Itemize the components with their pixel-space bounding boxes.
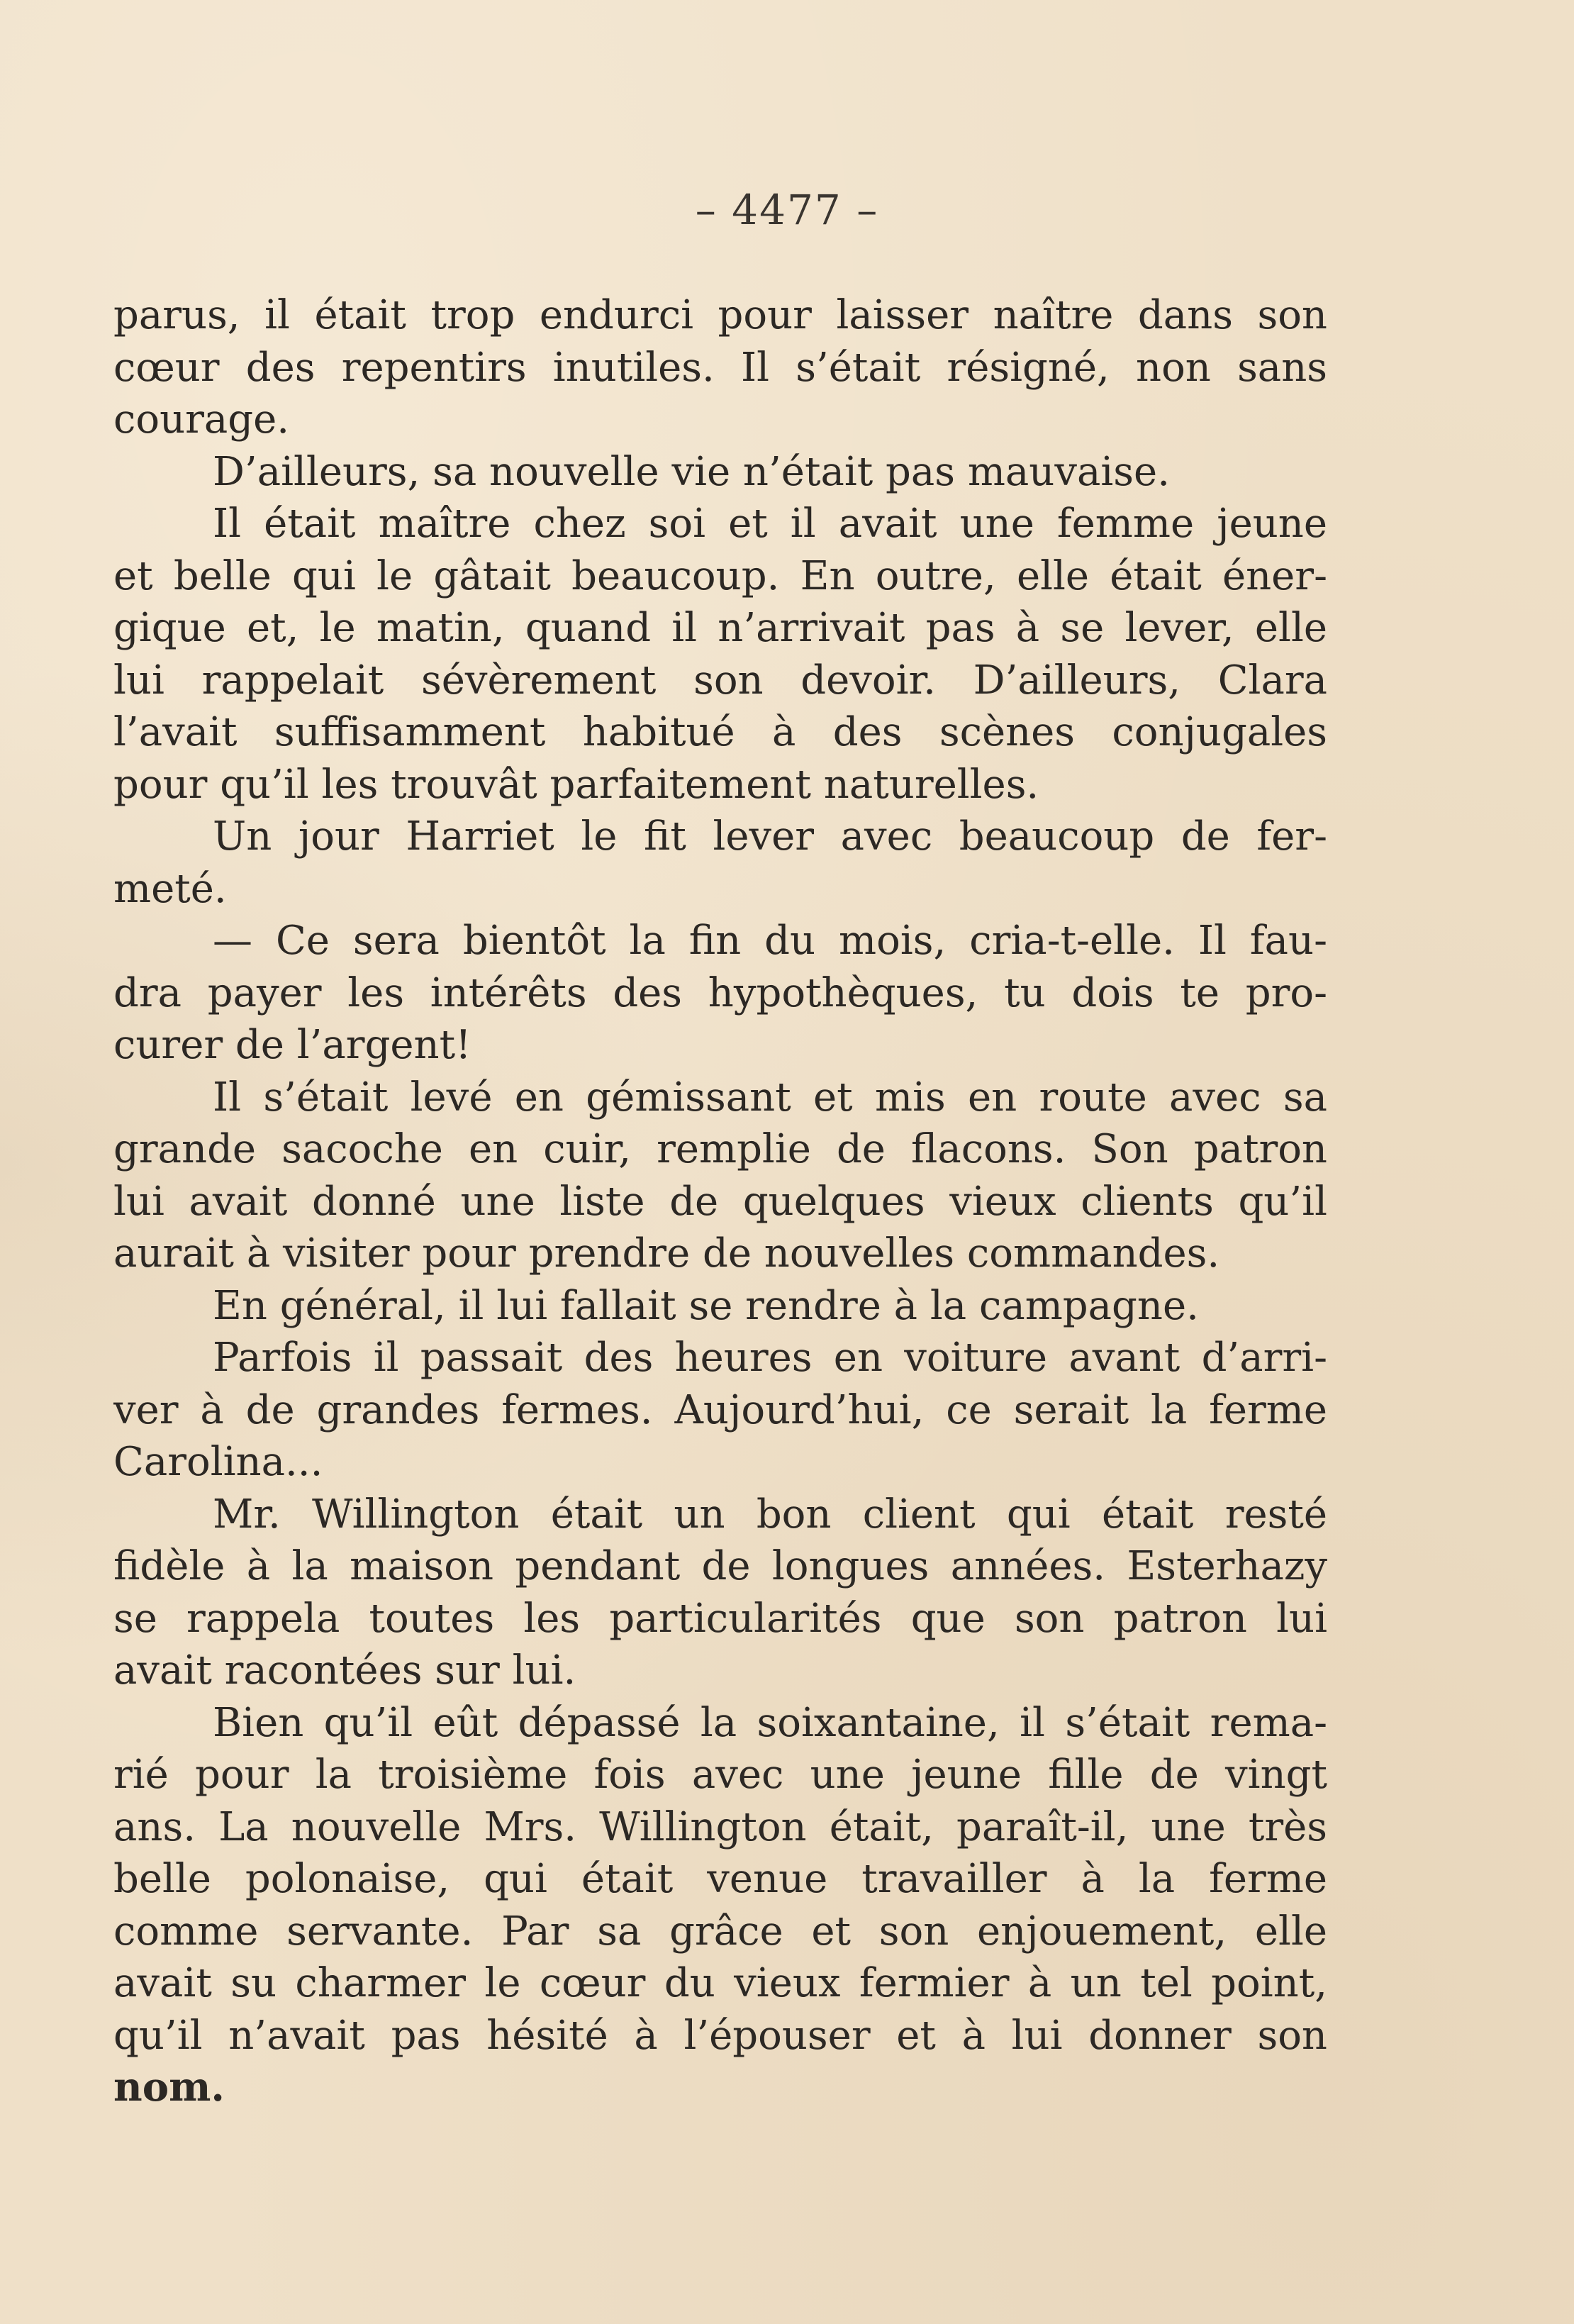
text-line: avait su charmer le cœur du vieux fermier à un tel point, bbox=[113, 1960, 1327, 2006]
text-line: grande sacoche en cuir, remplie de flacons. Son patron bbox=[113, 1126, 1327, 1172]
text-line: parus, il était trop endurci pour laisser naître dans son bbox=[113, 292, 1327, 338]
text-line: et belle qui le gâtait beaucoup. En outre, elle était éner- bbox=[113, 552, 1327, 599]
text-line: lui avait donné une liste de quelques vieux clients qu’il bbox=[113, 1178, 1327, 1225]
text-line: qu’il n’avait pas hésité à l’épouser et à lui donner son bbox=[113, 2012, 1327, 2059]
text-line: nom. bbox=[113, 2064, 225, 2111]
text-line: comme servante. Par sa grâce et son enjouement, elle bbox=[113, 1908, 1327, 1955]
text-line: l’avait suffisamment habitué à des scènes conjugales bbox=[113, 709, 1327, 755]
text-line: pour qu’il les trouvât parfaitement naturelles. bbox=[113, 761, 1039, 808]
body-text bbox=[113, 289, 1327, 2114]
text-line: fidèle à la maison pendant de longues années. Esterhazy bbox=[113, 1543, 1327, 1589]
text-line: curer de l’argent! bbox=[113, 1022, 471, 1068]
text-line: avait racontées sur lui. bbox=[113, 1647, 576, 1694]
text-line: Parfois il passait des heures en voiture avant d’arri- bbox=[213, 1335, 1327, 1381]
text-line: se rappela toutes les particularités que son patron lui bbox=[113, 1595, 1327, 1642]
text-line: Mr. Willington était un bon client qui était resté bbox=[213, 1491, 1327, 1538]
text-line: ans. La nouvelle Mrs. Willington était, paraît-il, une très bbox=[113, 1803, 1327, 1850]
text-line: Il s’était levé en gémissant et mis en route avec sa bbox=[213, 1074, 1327, 1121]
page-number: – 4477 – bbox=[695, 186, 879, 234]
text-line: dra payer les intérêts des hypothèques, tu dois te pro- bbox=[113, 969, 1327, 1016]
text-line: meté. bbox=[113, 865, 227, 912]
text-line: rié pour la troisième fois avec une jeune fille de vingt bbox=[113, 1752, 1327, 1798]
text-line: — Ce sera bientôt la fin du mois, cria-t-elle. Il fau- bbox=[213, 918, 1327, 964]
text-line: Il était maître chez soi et il avait une femme jeune bbox=[213, 501, 1327, 547]
text-line: Un jour Harriet le fit lever avec beaucoup de fer- bbox=[213, 813, 1327, 860]
text-line: belle polonaise, qui était venue travailler à la ferme bbox=[113, 1856, 1327, 1902]
text-line: D’ailleurs, sa nouvelle vie n’était pas mauvaise. bbox=[213, 448, 1170, 495]
text-line: cœur des repentirs inutiles. Il s’était résigné, non sans bbox=[113, 344, 1327, 391]
text-line: En général, il lui fallait se rendre à la campagne. bbox=[213, 1282, 1199, 1329]
text-line: gique et, le matin, quand il n’arrivait pas à se lever, elle bbox=[113, 605, 1327, 651]
text-line: Carolina... bbox=[113, 1439, 323, 1485]
text-line: Bien qu’il eût dépassé la soixantaine, il s’était rema- bbox=[213, 1699, 1327, 1746]
text-line: ver à de grandes fermes. Aujourd’hui, ce serait la ferme bbox=[113, 1386, 1327, 1433]
text-line: lui rappelait sévèrement son devoir. D’ailleurs, Clara bbox=[113, 657, 1327, 704]
text-line: aurait à visiter pour prendre de nouvelles commandes. bbox=[113, 1230, 1220, 1277]
text-line: courage. bbox=[113, 396, 290, 443]
